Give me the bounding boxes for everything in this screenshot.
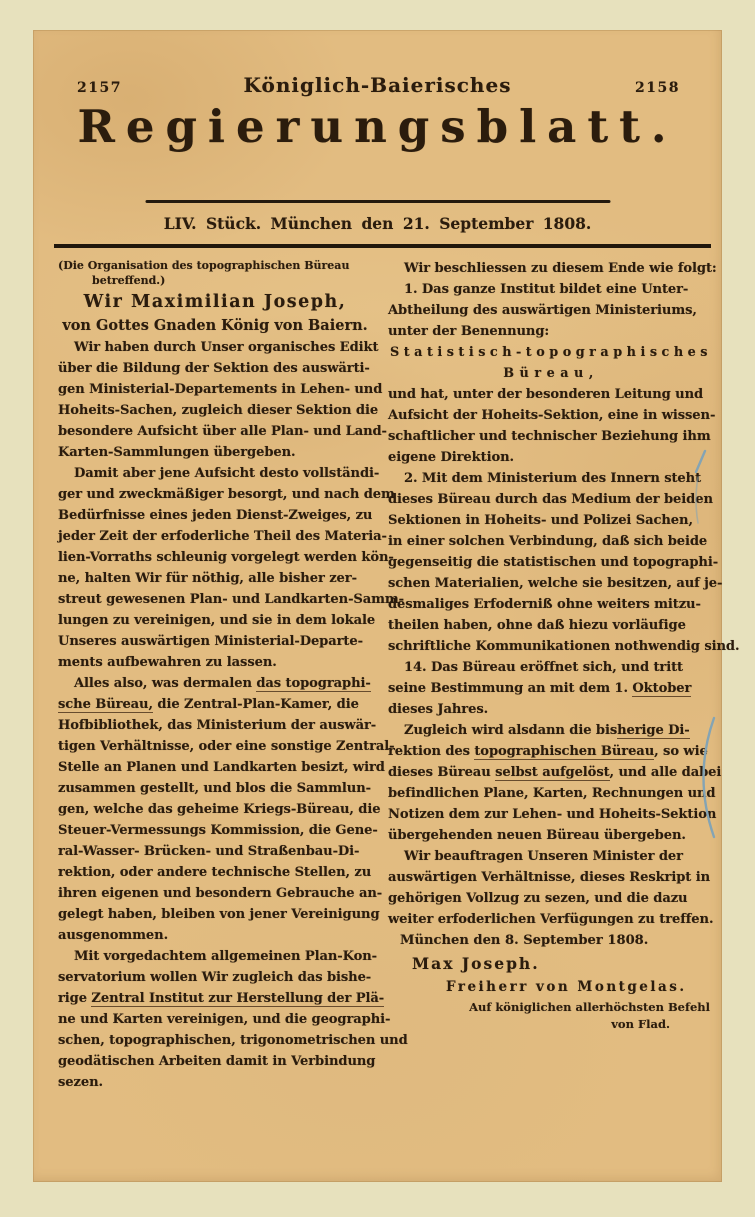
text-line: Max Joseph. bbox=[412, 954, 540, 973]
page-number-right: 2158 bbox=[635, 80, 680, 96]
text-line: Abtheilung des auswärtigen Ministeriums, bbox=[388, 303, 697, 318]
text-line: Wir beauftragen Unseren Minister der bbox=[404, 849, 683, 864]
signature-king bbox=[388, 952, 714, 976]
text-line: gen, welche das geheime Kriegs-Büreau, die bbox=[58, 802, 381, 817]
text-line: über die Bildung der Sektion des auswärti- bbox=[58, 361, 370, 376]
text-line: von Flad. bbox=[611, 1017, 670, 1031]
text-line: Steuer-Vermessungs Kommission, die Gene- bbox=[58, 823, 378, 838]
text-line: betreffend.) bbox=[92, 274, 166, 287]
text-line: von Gottes Gnaden König von Baiern. bbox=[62, 317, 368, 334]
text-line: ausgenommen. bbox=[58, 928, 169, 943]
text-line: Sektionen in Hoheits- und Polizei Sachen, bbox=[388, 513, 693, 528]
caption-subject bbox=[58, 258, 372, 288]
text-line: Hofbibliothek, das Ministerium der auswär- bbox=[58, 718, 377, 733]
paragraph-conservatorium bbox=[58, 946, 408, 1093]
text-line: dieses Büreau selbst aufgelöst, und alle dabei bbox=[388, 765, 722, 780]
bureau-name-line-2 bbox=[388, 363, 714, 384]
paragraph-mandate bbox=[388, 846, 714, 930]
text-line: streut gewesenen Plan- und Landkarten-Samm- bbox=[58, 592, 405, 607]
paragraph-motivation bbox=[58, 463, 405, 673]
text-line: Damit aber jene Aufsicht desto vollständi- bbox=[74, 466, 380, 481]
thin-divider-rule bbox=[145, 200, 610, 203]
text-line: Unseres auswärtigen Ministerial-Departe- bbox=[58, 634, 363, 649]
text-line: 2. Mit dem Ministerium des Innern steht bbox=[404, 471, 702, 486]
text-line: gen Ministerial-Departements in Lehen- und bbox=[58, 382, 383, 397]
paragraph-item-2 bbox=[388, 468, 740, 657]
text-line: dieses Jahres. bbox=[388, 702, 489, 717]
text-line: gehörigen Vollzug zu sezen, und die dazu bbox=[388, 891, 688, 906]
paragraph-collections bbox=[58, 673, 395, 946]
gazette-title: Regierungsblatt. bbox=[77, 100, 678, 153]
thick-divider-rule bbox=[54, 244, 711, 248]
text-line: lungen zu vereinigen, und sie in dem lokale bbox=[58, 613, 376, 628]
text-line: desmaliges Erfoderniß ohne weiters mitzu- bbox=[388, 597, 701, 612]
signature-minister bbox=[388, 976, 714, 999]
text-line: 1. Das ganze Institut bildet eine Unter- bbox=[404, 282, 689, 297]
text-line: gegenseitig die statistischen und topographi- bbox=[388, 555, 719, 570]
text-line: lien-Vorraths schleunig vorgelegt werden kön- bbox=[58, 550, 394, 565]
text-line: eigene Direktion. bbox=[388, 450, 514, 465]
masthead: Königlich-Baierisches bbox=[243, 73, 512, 97]
text-line: tigen Verhältnisse, oder eine sonstige Zentral- bbox=[58, 739, 395, 754]
text-line: servatorium wollen Wir zugleich das bishe- bbox=[58, 970, 372, 985]
gazette-page bbox=[33, 30, 740, 1182]
paragraph-dissolution bbox=[388, 720, 722, 846]
text-line: 14. Das Büreau eröffnet sich, und tritt bbox=[404, 660, 683, 675]
text-line: Auf königlichen allerhöchsten Befehl bbox=[469, 1000, 710, 1014]
text-line: Freiherr von Montgelas. bbox=[446, 979, 687, 995]
royal-name-heading bbox=[58, 290, 372, 315]
text-line: ments aufbewahren zu lassen. bbox=[58, 655, 277, 670]
text-line: ral-Wasser- Brücken- und Straßenbau-Di- bbox=[58, 844, 360, 859]
text-line: seine Bestimmung an mit dem 1. Oktober bbox=[388, 681, 692, 696]
text-line: übergehenden neuen Büreau übergeben. bbox=[388, 828, 686, 843]
text-line: Hoheits-Sachen, zugleich dieser Sektion die bbox=[58, 403, 379, 418]
text-line: und hat, unter der besonderen Leitung und bbox=[388, 387, 704, 402]
text-line: Stelle an Planen und Landkarten besizt, wird bbox=[58, 760, 385, 775]
left-column bbox=[58, 258, 408, 1093]
text-line: Wir Maximilian Joseph, bbox=[83, 292, 347, 312]
dateline bbox=[388, 930, 714, 952]
text-line: sche Büreau, die Zentral-Plan-Kamer, die bbox=[58, 697, 359, 712]
text-line: Aufsicht der Hoheits-Sektion, eine in wissen- bbox=[388, 408, 716, 423]
text-line: jeder Zeit der erfoderliche Theil des Materia- bbox=[58, 529, 387, 544]
text-line: theilen haben, ohne daß hiezu vorläufige bbox=[388, 618, 686, 633]
text-line: Notizen dem zur Lehen- und Hoheits-Sektion bbox=[388, 807, 717, 822]
text-line: rektion, oder andere technische Stellen, zu bbox=[58, 865, 372, 880]
text-line: Alles also, was dermalen das topographi- bbox=[74, 676, 371, 691]
issue-date-line: LIV. Stück. München den 21. September 1808. bbox=[163, 214, 592, 233]
text-line: in einer solchen Verbindung, daß sich beide bbox=[388, 534, 708, 549]
royal-title-heading bbox=[58, 315, 372, 337]
paragraph-edict bbox=[58, 337, 387, 463]
paragraph-item-4 bbox=[388, 657, 714, 720]
text-line: rektion des topographischen Büreau, so wie bbox=[388, 744, 708, 759]
signature-clerk bbox=[388, 999, 714, 1033]
right-column bbox=[388, 258, 740, 1093]
text-line: rige Zentral Institut zur Herstellung der Plä- bbox=[58, 991, 385, 1006]
text-line: Mit vorgedachtem allgemeinen Plan-Kon- bbox=[74, 949, 377, 964]
text-line: Bedürfnisse eines jeden Dienst-Zweiges, zu bbox=[58, 508, 373, 523]
text-line: ihren eigenen und besondern Gebrauche an- bbox=[58, 886, 383, 901]
text-line: befindlichen Plane, Karten, Rechnungen und bbox=[388, 786, 716, 801]
text-line: besondere Aufsicht über alle Plan- und Land- bbox=[58, 424, 387, 439]
text-line: zusammen gestellt, und blos die Sammlun- bbox=[58, 781, 371, 796]
text-line: gelegt haben, bleiben von jener Vereinigung bbox=[58, 907, 380, 922]
text-line: unter der Benennung: bbox=[388, 324, 550, 339]
text-line: Karten-Sammlungen übergeben. bbox=[58, 445, 296, 460]
text-line: (Die Organisation des topographischen Büreau bbox=[58, 259, 350, 272]
text-line: ne, halten Wir für nöthig, alle bisher zer- bbox=[58, 571, 357, 586]
text-line: ger und zweckmäßiger besorgt, und nach dem bbox=[58, 487, 395, 502]
text-line: Statistisch-topographisches bbox=[390, 345, 712, 360]
paragraph-resolution-intro bbox=[388, 258, 717, 279]
text-line: geodätischen Arbeiten damit in Verbindung bbox=[58, 1054, 376, 1069]
page-number-left: 2157 bbox=[77, 80, 122, 96]
text-line: sezen. bbox=[58, 1075, 103, 1090]
text-line: schriftliche Kommunikationen nothwendig sind. bbox=[388, 639, 740, 654]
text-line: weiter erfoderlichen Verfügungen zu treffen. bbox=[388, 912, 714, 927]
text-line: ne und Karten vereinigen, und die geographi- bbox=[58, 1012, 391, 1027]
text-line: auswärtigen Verhältnisse, dieses Reskript in bbox=[388, 870, 710, 885]
text-line: Wir beschliessen zu diesem Ende wie folgt: bbox=[404, 261, 717, 276]
paragraph-item-1-continued bbox=[388, 384, 714, 468]
text-line: Büreau, bbox=[503, 366, 599, 381]
text-line: Wir haben durch Unser organisches Edikt bbox=[74, 340, 379, 355]
text-line: schen Materialien, welche sie besitzen, auf je- bbox=[388, 576, 723, 591]
two-column-body bbox=[58, 258, 740, 1093]
text-line: Zugleich wird alsdann die bisherige Di- bbox=[404, 723, 690, 738]
text-line: schaftlicher und technischer Beziehung ihm bbox=[388, 429, 711, 444]
paragraph-item-1 bbox=[388, 279, 714, 342]
text-line: schen, topographischen, trigonometrischen und bbox=[58, 1033, 408, 1048]
bureau-name-line-1 bbox=[388, 342, 714, 363]
text-line: dieses Büreau durch das Medium der beiden bbox=[388, 492, 713, 507]
text-line: München den 8. September 1808. bbox=[400, 933, 649, 948]
